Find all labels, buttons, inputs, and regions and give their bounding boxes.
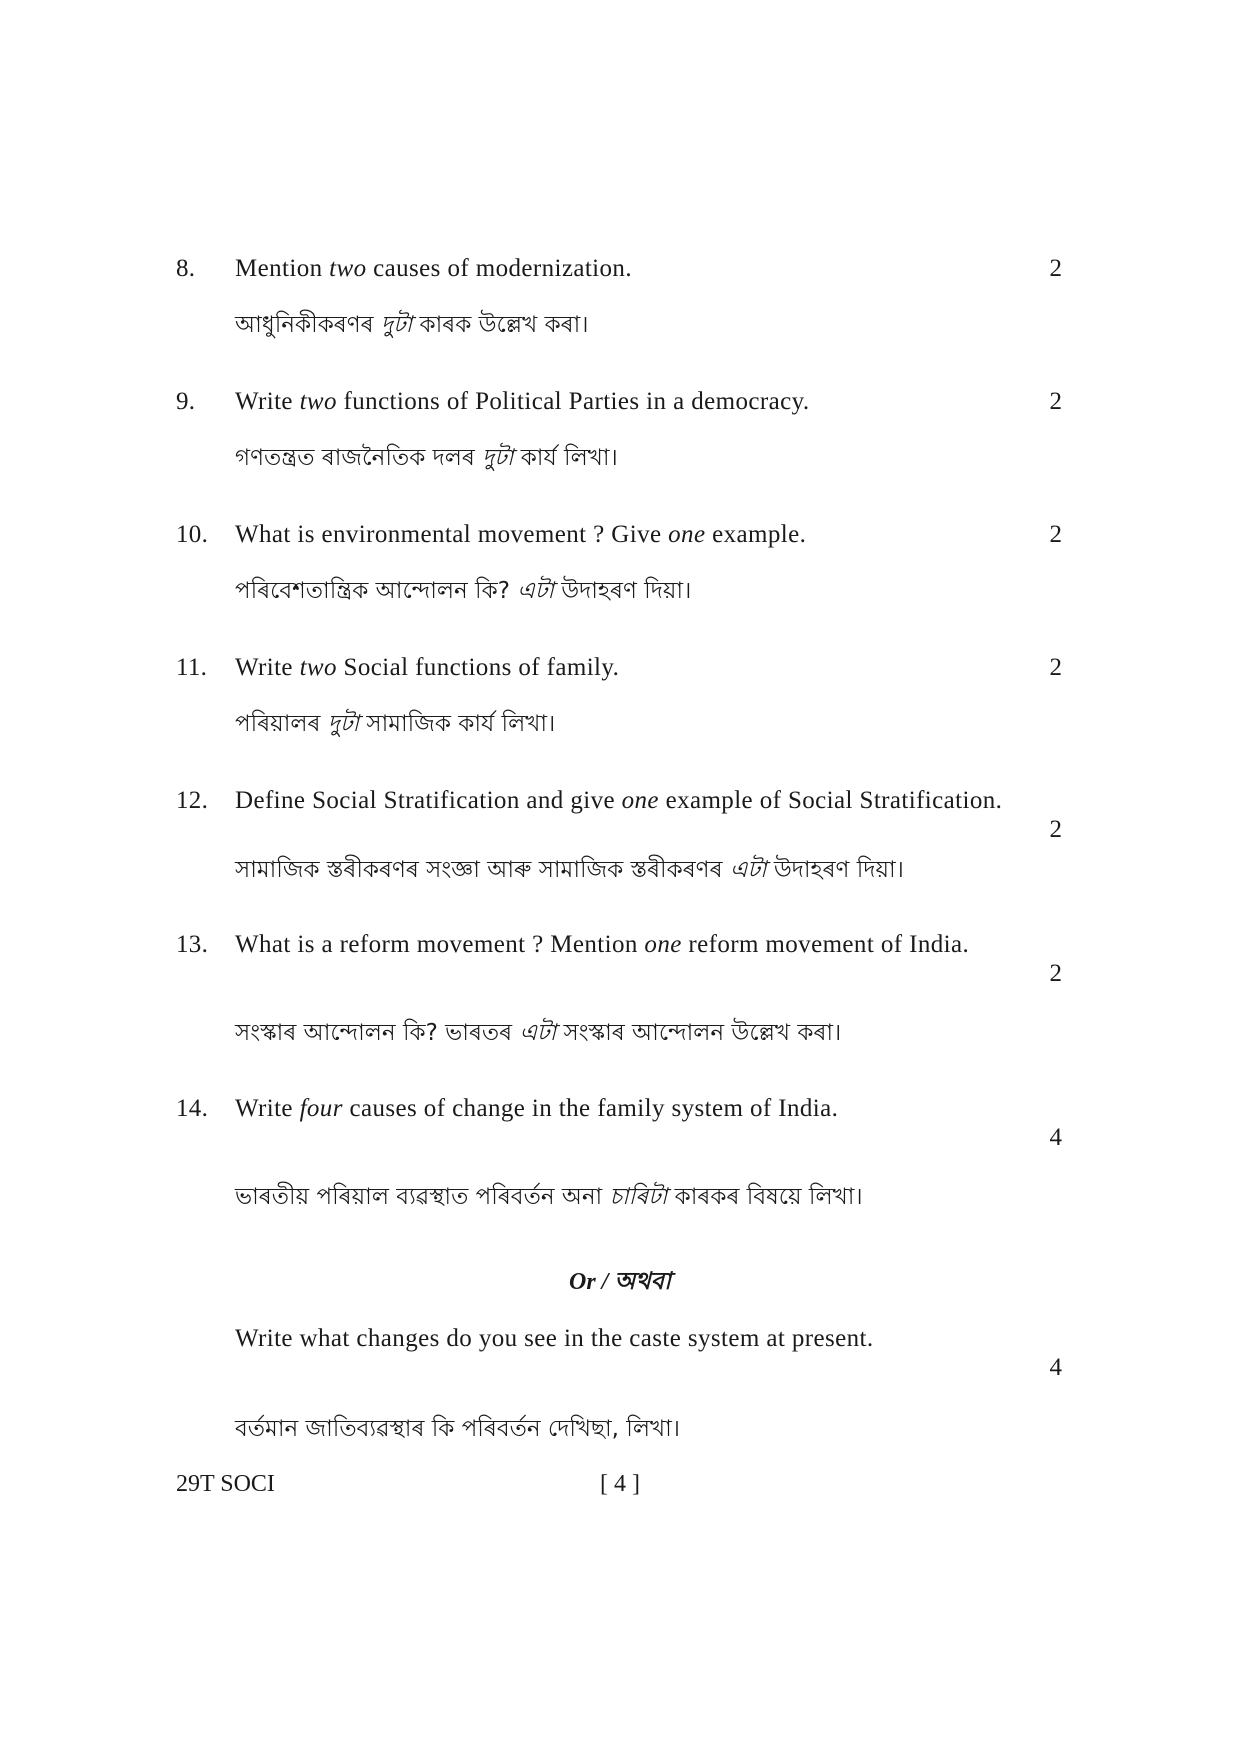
question-text-english: Write two functions of Political Parties in a democracy. <box>235 388 810 415</box>
question-text-assamese: সংস্কাৰ আন্দোলন কি? ভাৰতৰ এটা সংস্কাৰ আন্দোলন উল্লেখ কৰা। <box>235 1020 842 1046</box>
question-number: 13. <box>176 931 209 958</box>
question-marks: 2 <box>1049 521 1062 548</box>
question-text-assamese: পৰিয়ালৰ দুটা সামাজিক কাৰ্য লিখা। <box>235 711 556 737</box>
question-marks: 2 <box>1049 388 1062 415</box>
question-marks: 2 <box>1049 816 1062 843</box>
question-marks: 2 <box>1049 255 1062 282</box>
page-number: [ 4 ] <box>600 1471 640 1497</box>
question-text-english: Define Social Stratification and give one example of Social Stratification. <box>235 787 1003 814</box>
question-text-english: Mention two causes of modernization. <box>235 255 632 282</box>
question-number: 10. <box>176 521 209 548</box>
question-number: 8. <box>176 255 196 282</box>
question-number: 9. <box>176 388 196 415</box>
question-text-assamese: গণতন্ত্ৰত ৰাজনৈতিক দলৰ দুটা কাৰ্য লিখা। <box>235 445 618 471</box>
question-text-english: What is environmental movement ? Give one example. <box>235 521 807 548</box>
question-marks: 2 <box>1049 654 1062 681</box>
question-text-english: Write four causes of change in the family system of India. <box>235 1095 839 1122</box>
question-text-assamese: সামাজিক স্তৰীকৰণৰ সংজ্ঞা আৰু সামাজিক স্তৰীকৰণৰ এটা উদাহৰণ দিয়া। <box>235 857 904 883</box>
question-text-assamese: পৰিবেশতান্ত্ৰিক আন্দোলন কি? এটা উদাহৰণ দিয়া। <box>235 578 692 604</box>
question-number: 11. <box>176 654 208 681</box>
question-marks: 4 <box>1049 1124 1062 1151</box>
paper-code: 29T SOCI <box>176 1471 275 1497</box>
question-text-english: Write two Social functions of family. <box>235 654 620 681</box>
question-text-assamese: ভাৰতীয় পৰিয়াল ব্যৱস্থাত পৰিবৰ্তন অনা চাৰিটা কাৰকৰ বিষয়ে লিখা। <box>235 1184 863 1210</box>
question-marks: 4 <box>1049 1354 1062 1381</box>
question-text-assamese: বৰ্তমান জাতিব্যৱস্থাৰ কি পৰিবৰ্তন দেখিছা, লিখা। <box>235 1416 680 1442</box>
question-number: 12. <box>176 787 209 814</box>
question-text-assamese: আধুনিকীকৰণৰ দুটা কাৰক উল্লেখ কৰা। <box>235 312 589 338</box>
question-marks: 2 <box>1049 960 1062 987</box>
question-text-english: Write what changes do you see in the caste system at present. <box>235 1325 874 1352</box>
question-number: 14. <box>176 1095 209 1122</box>
or-separator: Or / অথবা <box>569 1269 671 1295</box>
question-text-english: What is a reform movement ? Mention one reform movement of India. <box>235 931 970 958</box>
